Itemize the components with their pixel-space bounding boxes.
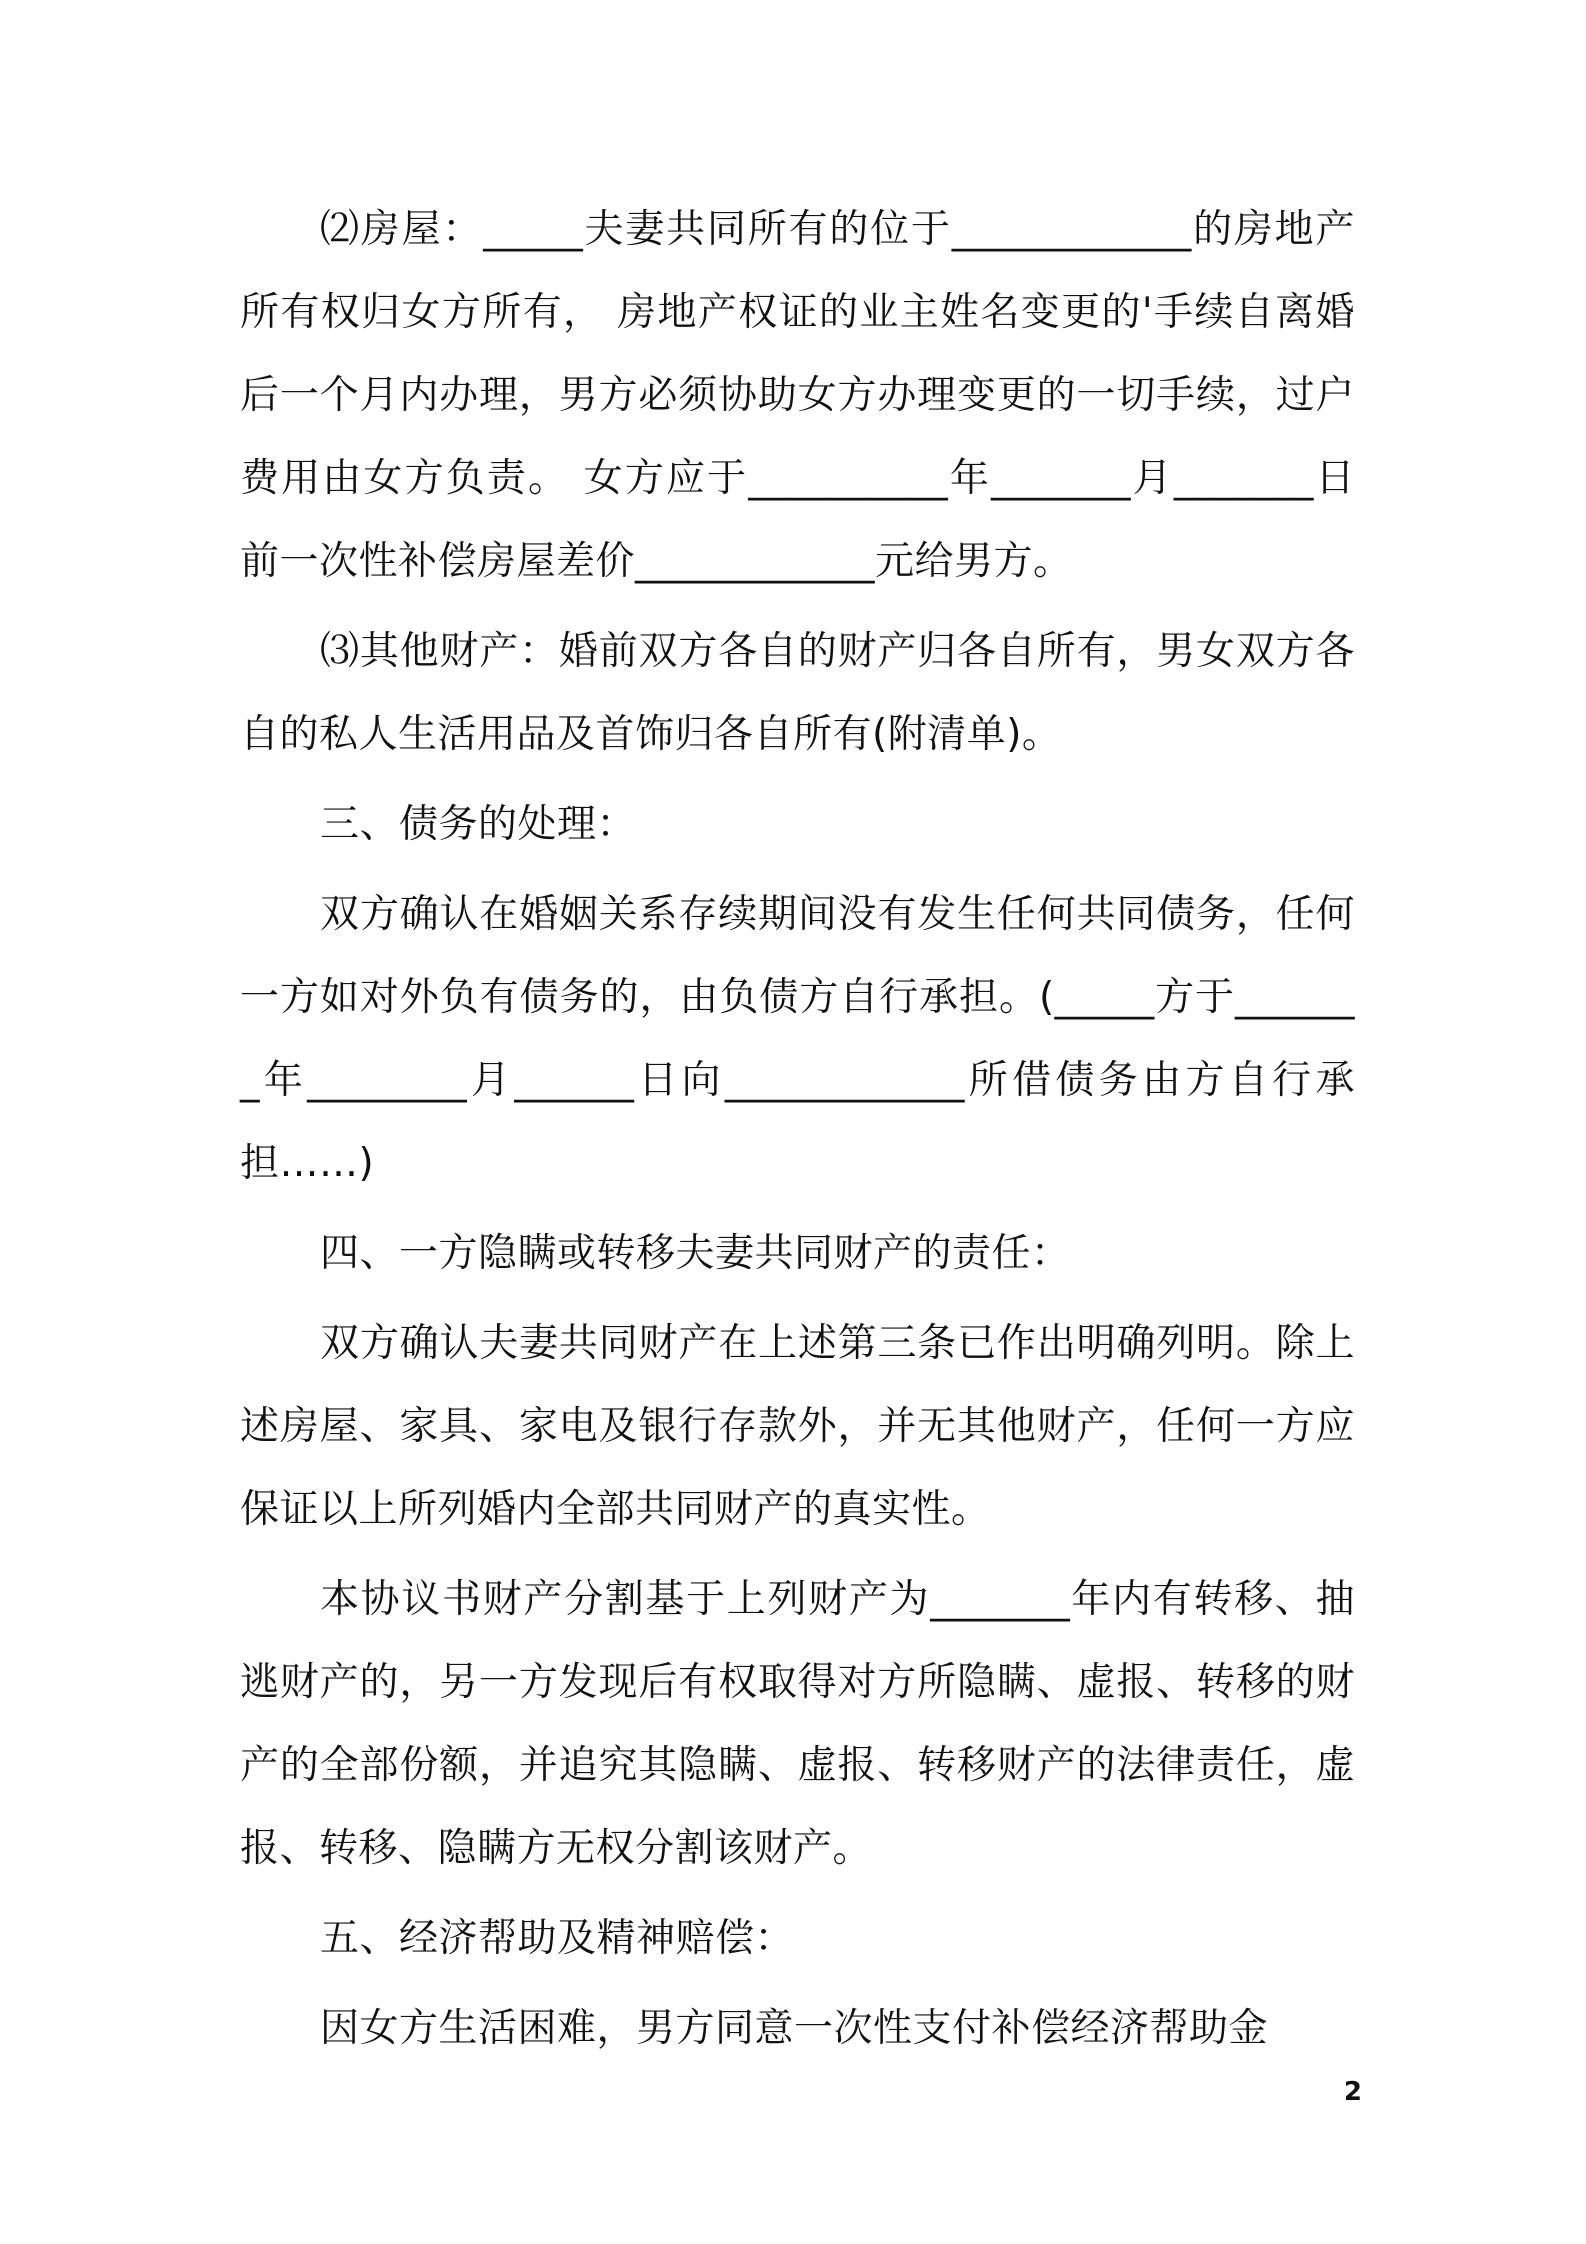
- page-number: 2: [1343, 2077, 1362, 2107]
- document-body: [240, 188, 1355, 2077]
- paragraph-compensation-clause: 因女方生活困难，男方同意一次性支付补偿经济帮助金: [320, 2006, 1269, 2051]
- paragraph-other-property-clause: ⑶其他财产：婚前双方各自的财产归各自所有，男女双方各自的私人生活用品及首饰归各自所有(附清单)。: [240, 629, 1355, 757]
- section-heading-concealment: 四、一方隐瞒或转移夫妻共同财产的责任：: [320, 1231, 1071, 1276]
- paragraph-debt-clause: 双方确认在婚姻关系存续期间没有发生任何共同债务，任何一方如对外负有债务的，由负债方自行承担。(_____方于_______年________月______日向____________所借债务由方自行承担……): [240, 892, 1355, 1186]
- section-heading-compensation: 五、经济帮助及精神赔偿：: [320, 1916, 795, 1961]
- paragraph-property-confirmation: 双方确认夫妻共同财产在上述第三条已作出明确列明。除上述房屋、家具、家电及银行存款外，并无其他财产，任何一方应保证以上所列婚内全部共同财产的真实性。: [240, 1321, 1355, 1532]
- section-heading-debt: 三、债务的处理：: [320, 802, 637, 847]
- paragraph-house-clause: ⑵房屋：_____夫妻共同所有的位于____________的房地产所有权归女方所有， 房地产权证的业主姓名变更的'手续自离婚后一个月内办理，男方必须协助女方办理变更的一切手续，过户费用由女方负责。 女方应于__________年_______月_______日前一次性补偿房屋差价____________元给男方。: [240, 207, 1355, 584]
- paragraph-concealment-liability: 本协议书财产分割基于上列财产为_______年内有转移、抽逃财产的，另一方发现后有权取得对方所隐瞒、虚报、转移的财产的全部份额，并追究其隐瞒、虚报、转移财产的法律责任，虚报、转移、隐瞒方无权分割该财产。: [240, 1577, 1355, 1871]
